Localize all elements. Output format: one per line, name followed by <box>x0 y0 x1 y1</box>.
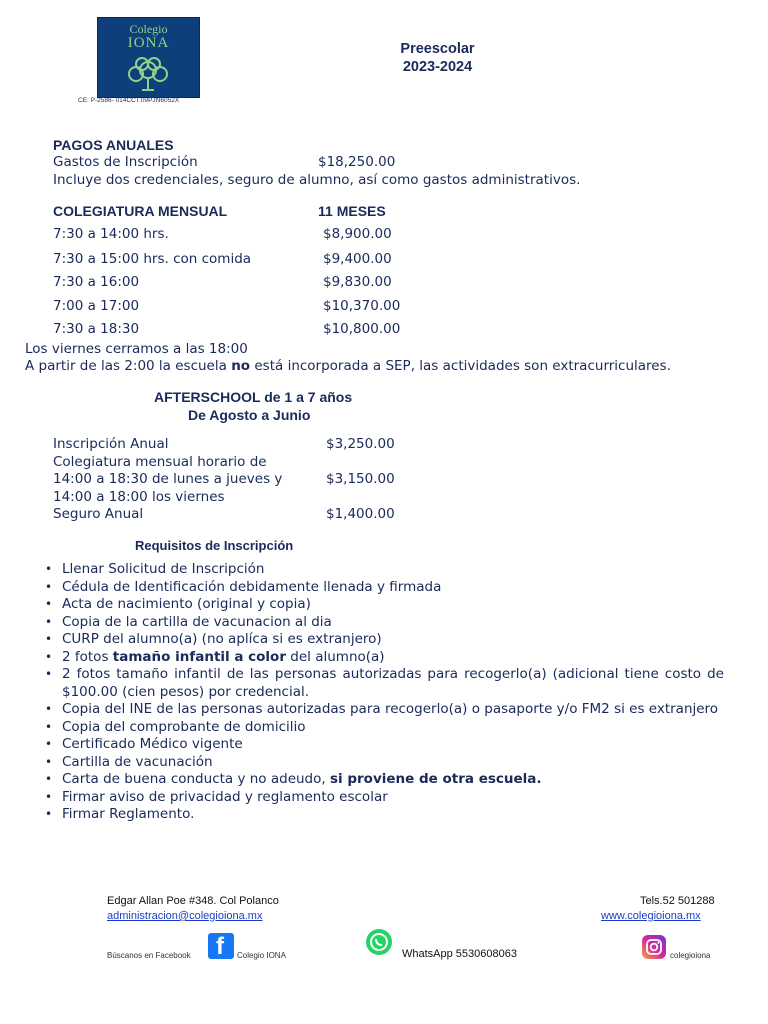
title-level: Preescolar <box>400 41 475 57</box>
whatsapp-number: WhatsApp 5530608063 <box>402 948 517 960</box>
list-item: • Copia del comprobante de domicilio <box>44 719 724 737</box>
facebook-name: Colegio IONA <box>237 951 286 960</box>
schedule-price: $10,370.00 <box>323 298 401 314</box>
annual-note: Incluye dos credenciales, seguro de alumno, así como gastos administrativos. <box>53 172 581 188</box>
as-inscription-label: Inscripción Anual <box>53 436 169 452</box>
list-item: • Carta de buena conducta y no adeudo, si proviene de otra escuela. <box>44 771 724 789</box>
school-logo <box>97 17 200 98</box>
list-item: • Firmar aviso de privacidad y reglamento escolar <box>44 789 724 807</box>
facebook-text: Búscanos en Facebook <box>107 951 191 960</box>
as-insurance-price: $1,400.00 <box>326 506 395 522</box>
requirements-list <box>44 561 724 824</box>
as-insurance-label: Seguro Anual <box>53 506 144 522</box>
afterschool-heading: AFTERSCHOOL de 1 a 7 años <box>154 389 353 405</box>
as-tuition-label: 14:00 a 18:30 de lunes a jueves y <box>53 471 283 487</box>
list-item: • Firmar Reglamento. <box>44 806 724 824</box>
schedule-price: $9,830.00 <box>323 274 392 290</box>
schedule-time: 7:30 a 18:30 <box>53 321 140 337</box>
list-item: • Copia de la cartilla de vacunacion al dia <box>44 614 724 632</box>
as-inscription-price: $3,250.00 <box>326 436 395 452</box>
monthly-heading: COLEGIATURA MENSUAL <box>53 203 228 219</box>
as-tuition-price: $3,150.00 <box>326 471 395 487</box>
ce-code: CE: P-2586- 014CCT:09PJN6052X <box>78 97 180 104</box>
title-year: 2023-2024 <box>402 59 473 75</box>
camera-icon <box>642 935 666 959</box>
schedule-time: 7:00 a 17:00 <box>53 298 140 314</box>
list-item: • Acta de nacimiento (original y copia) <box>44 596 724 614</box>
inscription-price: $18,250.00 <box>318 154 396 170</box>
logo-line-1: Colegio <box>129 22 168 36</box>
list-item: • Copia del INE de las personas autorizadas para recogerlo(a) o pasaporte y/o FM2 si es extranjero <box>44 701 724 719</box>
annual-heading: PAGOS ANUALES <box>53 137 174 153</box>
list-item: • Cédula de Identificación debidamente llenada y firmada <box>44 579 724 597</box>
as-tuition-label: 14:00 a 18:00 los viernes <box>53 489 225 505</box>
list-item: • Llenar Solicitud de Inscripción <box>44 561 724 579</box>
inscription-label: Gastos de Inscripción <box>53 154 198 170</box>
logo-line-2: IONA <box>127 35 170 51</box>
requirements-heading: Requisitos de Inscripción <box>135 538 294 553</box>
tree-icon <box>116 54 180 94</box>
instagram-icon[interactable] <box>642 935 666 959</box>
list-item: • 2 fotos tamaño infantil a color del alumno(a) <box>44 649 724 667</box>
footer-address: Edgar Allan Poe #348. Col Polanco <box>107 895 279 907</box>
friday-note: Los viernes cerramos a las 18:00 <box>25 341 248 357</box>
schedule-price: $10,800.00 <box>323 321 401 337</box>
schedule-price: $8,900.00 <box>323 226 392 242</box>
footer-phone: Tels.52 501288 <box>640 895 715 907</box>
as-tuition-label: Colegiatura mensual horario de <box>53 454 267 470</box>
list-item: • 2 fotos tamaño infantil de las personas autorizadas para recogerlo(a) (adicional tiene costo de $100.00 (cien pesos) por credencial. <box>44 666 724 701</box>
list-item: • Certificado Médico vigente <box>44 736 724 754</box>
afterschool-period: De Agosto a Junio <box>188 407 311 423</box>
instagram-handle: colegioiona <box>670 951 711 960</box>
sep-note: A partir de las 2:00 la escuela no está incorporada a SEP, las actividades son extracurriculares. <box>25 358 671 374</box>
schedule-price: $9,400.00 <box>323 251 392 267</box>
whatsapp-icon[interactable] <box>366 929 392 955</box>
phone-icon <box>366 929 392 955</box>
schedule-time: 7:30 a 15:00 hrs. con comida <box>53 251 252 267</box>
schedule-time: 7:30 a 16:00 <box>53 274 140 290</box>
monthly-months: 11 MESES <box>318 203 386 219</box>
footer-email-link[interactable]: administracion@colegioiona.mx <box>107 910 263 922</box>
list-item: • Cartilla de vacunación <box>44 754 724 772</box>
schedule-time: 7:30 a 14:00 hrs. <box>53 226 169 242</box>
list-item: • CURP del alumno(a) (no aplíca si es extranjero) <box>44 631 724 649</box>
footer-website-link[interactable]: www.colegioiona.mx <box>601 910 701 922</box>
facebook-icon[interactable]: f <box>208 933 234 959</box>
